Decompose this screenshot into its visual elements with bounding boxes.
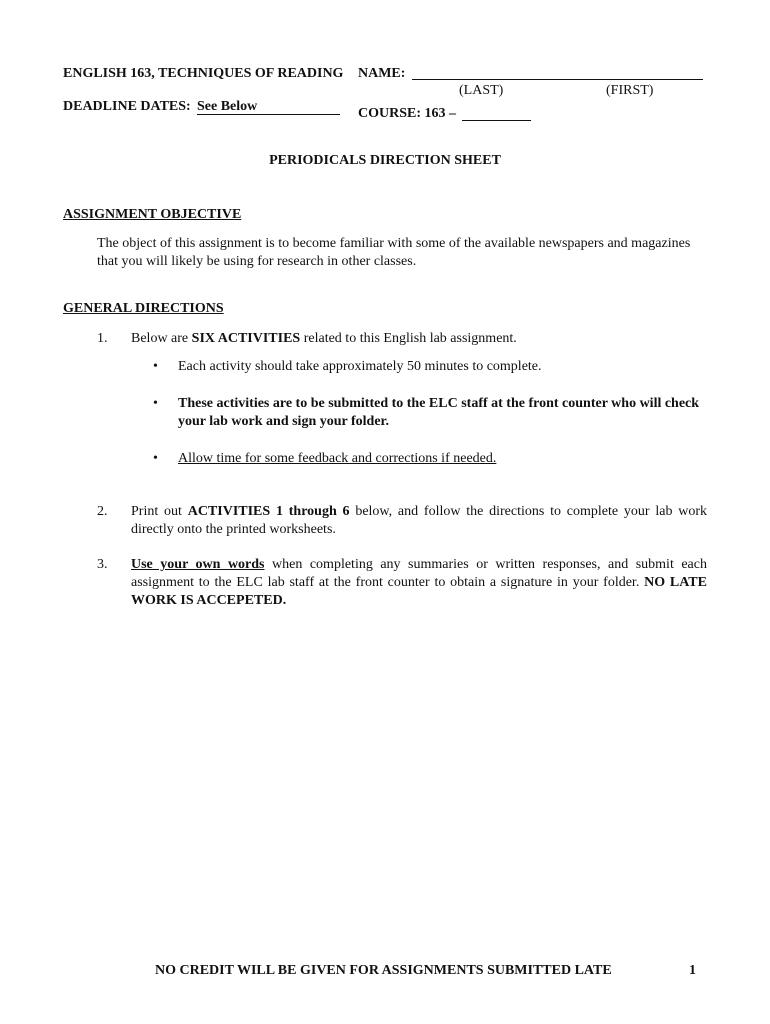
bullet-icon: • <box>153 359 158 374</box>
direction-item-2: Print out ACTIVITIES 1 through 6 below, and follow the directions to complete your lab work directly onto the printed worksheets. <box>131 504 708 537</box>
name-label: NAME: <box>358 66 406 81</box>
objective-text: The object of this assignment is to become familiar with some of the available newspapers and magazines that you will likely be using for research in other classes. <box>97 236 691 269</box>
bullet-icon: • <box>153 396 158 411</box>
item-number: 1. <box>97 331 108 346</box>
objective-heading: ASSIGNMENT OBJECTIVE <box>63 207 242 222</box>
footer-notice: NO CREDIT WILL BE GIVEN FOR ASSIGNMENTS SUBMITTED LATE <box>155 963 612 978</box>
name-field-line[interactable] <box>412 79 703 80</box>
direction-item-3: Use your own words when completing any summaries or written responses, and submit each assignment to the ELC lab staff at the front counter to obtain a signature in your folder. NO LATE WORK IS ACCEPETED. <box>131 557 707 608</box>
deadline-value: See Below <box>197 99 258 114</box>
bullet-icon: • <box>153 451 158 466</box>
sheet-title: PERIODICALS DIRECTION SHEET <box>269 153 501 168</box>
first-name-caption: (FIRST) <box>606 83 654 98</box>
last-name-caption: (LAST) <box>459 83 504 98</box>
item-number: 2. <box>97 504 108 519</box>
course-label: COURSE: 163 – <box>358 106 457 121</box>
course-field-line[interactable] <box>462 120 531 121</box>
directions-heading: GENERAL DIRECTIONS <box>63 301 224 316</box>
bullet-item: Each activity should take approximately 50 minutes to complete. <box>178 359 542 374</box>
deadline-label: DEADLINE DATES: <box>63 99 191 114</box>
bullet-item: These activities are to be submitted to the ELC staff at the front counter who will check your lab work and sign your folder. <box>178 396 700 429</box>
page-number: 1 <box>689 963 696 978</box>
course-title: ENGLISH 163, TECHNIQUES OF READING <box>63 66 344 81</box>
direction-item-1: Below are SIX ACTIVITIES related to this English lab assignment. <box>131 331 517 346</box>
item-number: 3. <box>97 557 108 572</box>
bullet-item: Allow time for some feedback and corrections if needed. <box>178 451 497 466</box>
deadline-field[interactable] <box>197 98 340 115</box>
